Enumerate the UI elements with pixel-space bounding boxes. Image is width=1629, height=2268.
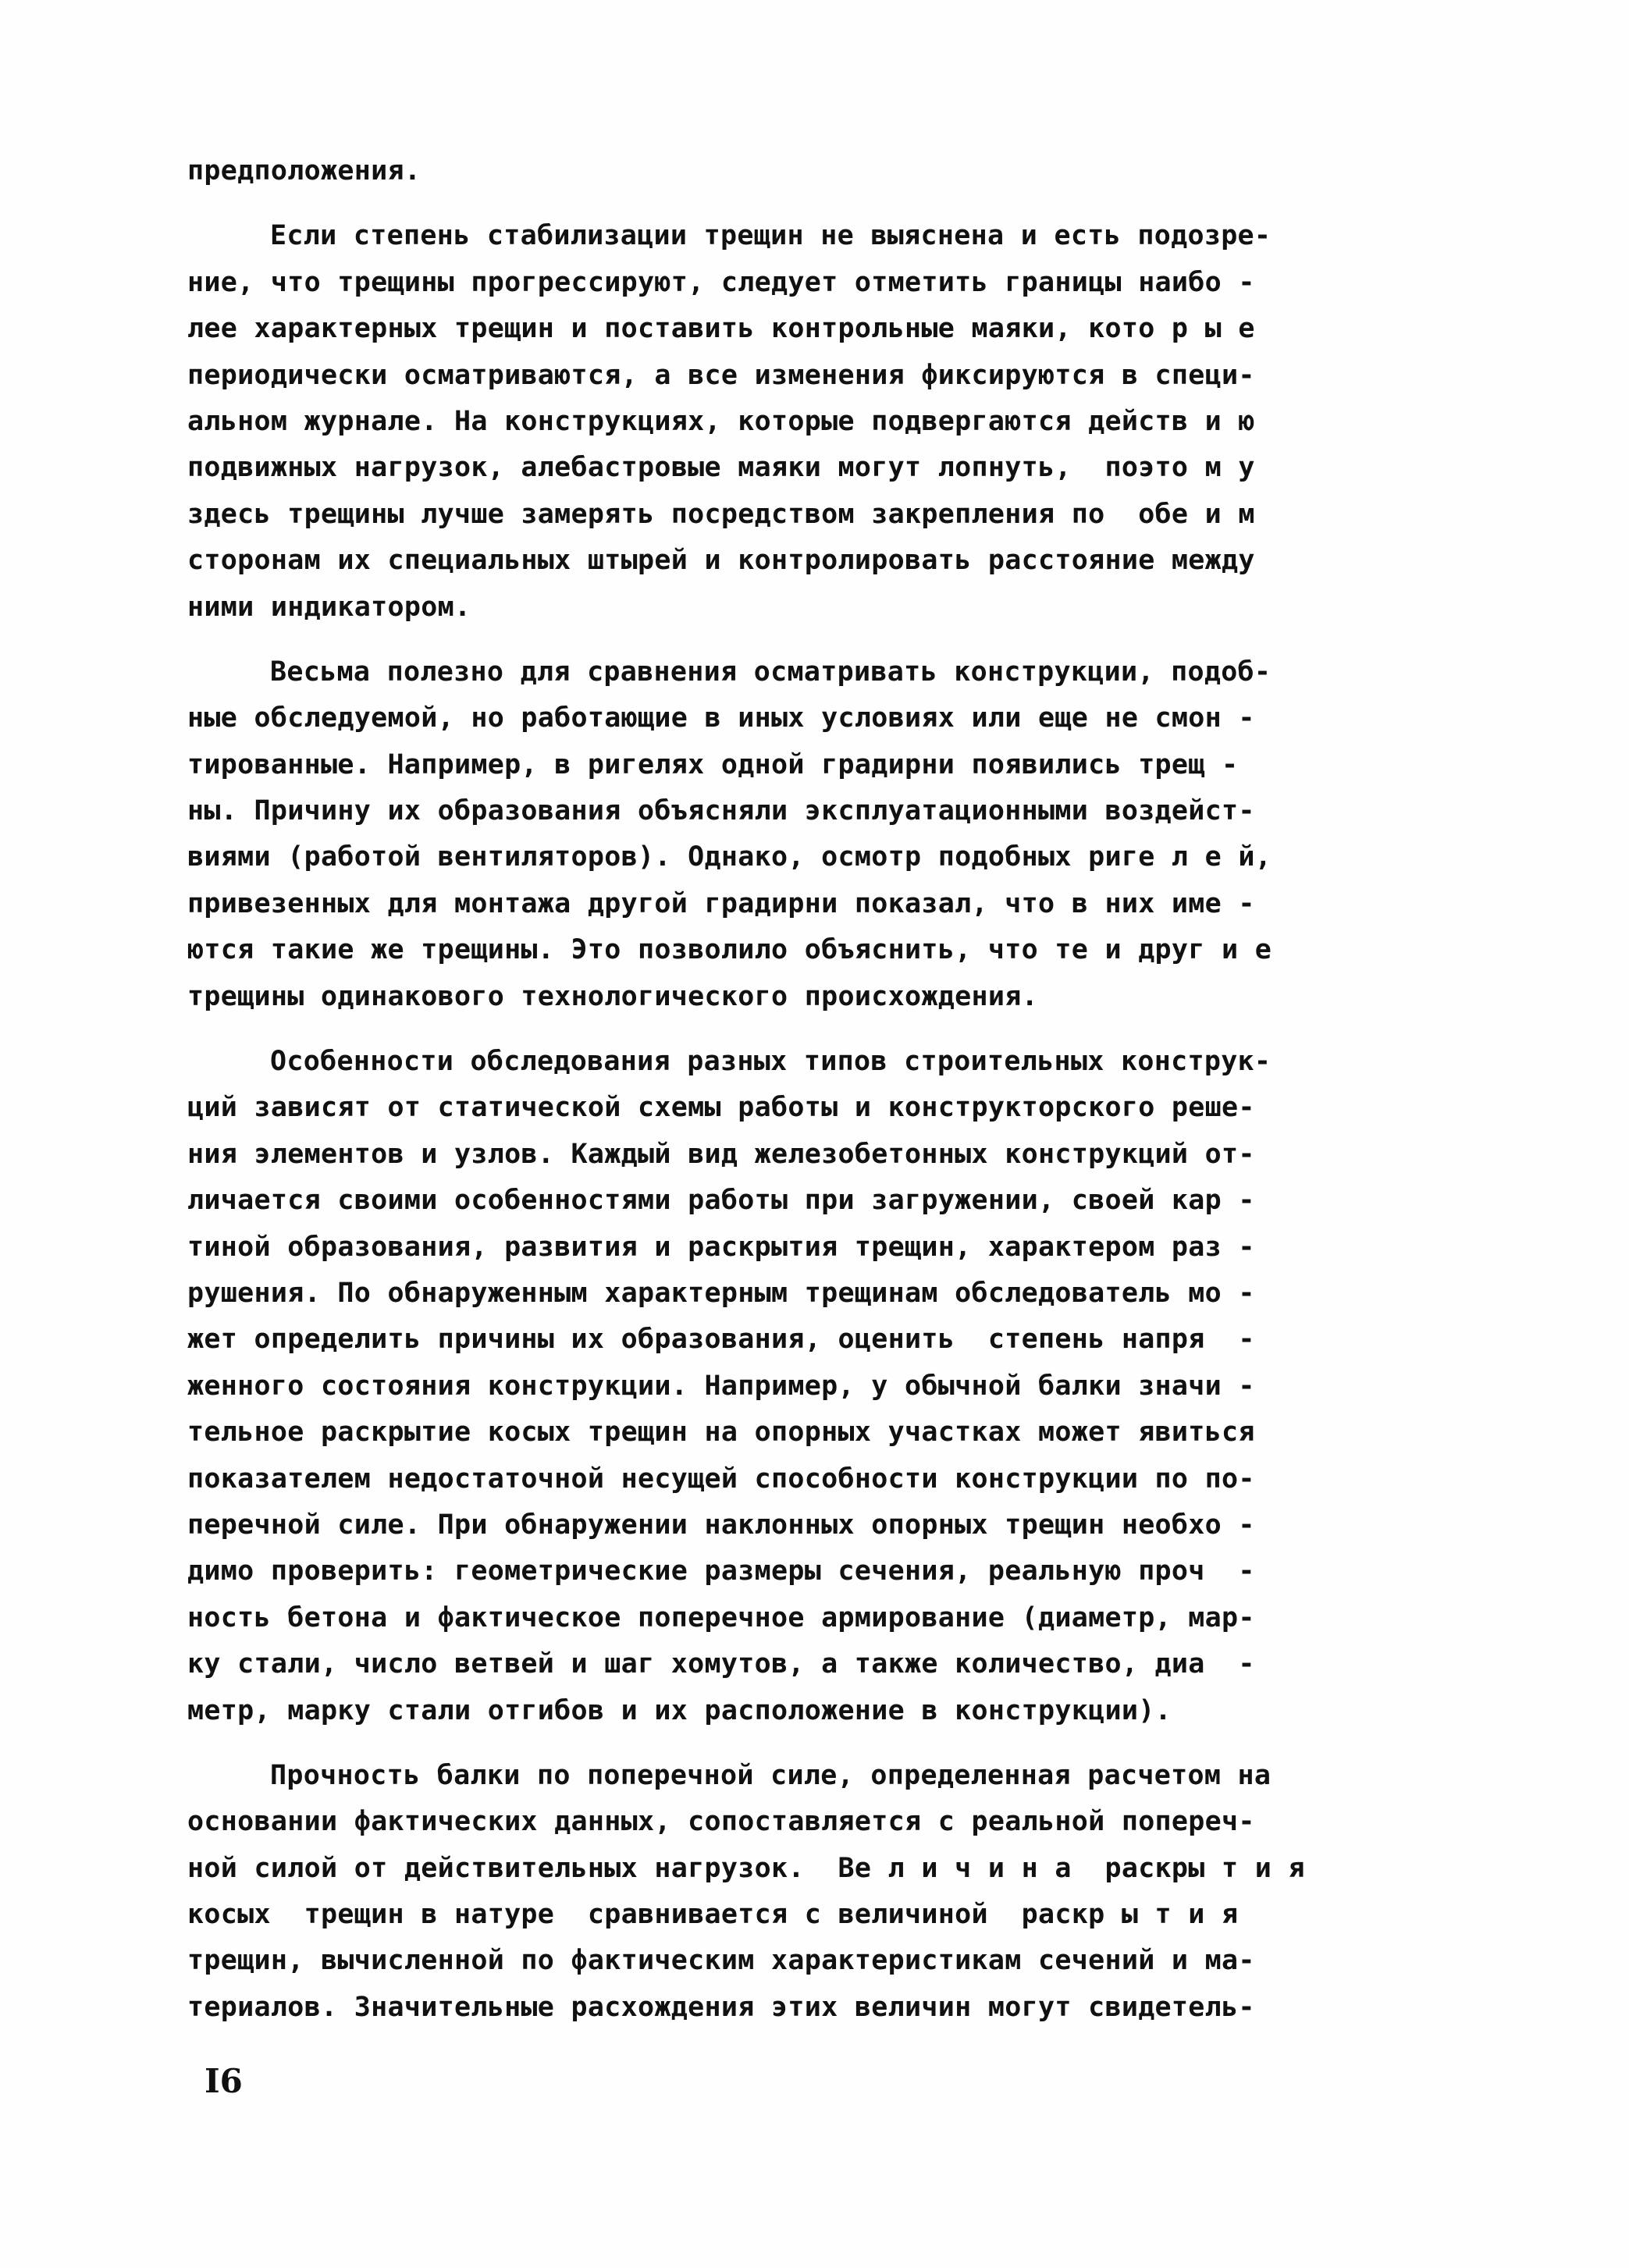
text-line: ные обследуемой, но работающие в иных условиях или еще не смон -: [187, 702, 1255, 734]
paragraph-gap: [187, 1734, 1452, 1753]
text-line: сторонам их специальных штырей и контролировать расстояние между: [187, 545, 1255, 577]
text-line: ций зависят от статической схемы работы и конструкторского реше-: [187, 1092, 1255, 1124]
text-line: предположения.: [187, 155, 421, 187]
text-line: ность бетона и фактическое поперечное армирование (диаметр, мар-: [187, 1601, 1255, 1633]
text-line: ния элементов и узлов. Каждый вид железобетонных конструкций от-: [187, 1138, 1255, 1170]
text-line: тированные. Например, в ригелях одной градирни появились трещ -: [187, 748, 1239, 780]
text-line: рушения. По обнаруженным характерным трещинам обследователь мо -: [187, 1277, 1255, 1309]
text-line: ними индикатором.: [187, 591, 471, 623]
text-line: трещины одинакового технологического происхождения.: [187, 980, 1038, 1012]
text-line: териалов. Значительные расхождения этих величин могут свидетель-: [187, 1991, 1255, 2023]
text-line: Прочность балки по поперечной силе, определенная расчетом на: [270, 1759, 1272, 1791]
text-line: периодически осматриваются, а все изменения фиксируются в специ-: [187, 359, 1255, 391]
paragraph: [187, 148, 1452, 194]
text-line: ку стали, число ветвей и шаг хомутов, а также количество, диа -: [187, 1648, 1255, 1680]
text-line: ны. Причину их образования объясняли эксплуатационными воздейст-: [187, 795, 1255, 827]
text-line: ние, что трещины прогрессируют, следует отметить границы наибо -: [187, 266, 1255, 298]
text-line: перечной силе. При обнаружении наклонных опорных трещин необхо -: [187, 1509, 1255, 1541]
text-line: лее характерных трещин и поставить контрольные маяки, кото р ы е: [187, 313, 1255, 345]
text-line: Если степень стабилизации трещин не выяснена и есть подозре-: [270, 220, 1272, 252]
page-number: I6: [205, 2062, 243, 2100]
text-line: личается своими особенностями работы при загружении, своей кар -: [187, 1185, 1255, 1217]
text-line: димо проверить: геометрические размеры сечения, реальную проч -: [187, 1555, 1255, 1587]
text-line: привезенных для монтажа другой градирни показал, что в них име -: [187, 887, 1255, 919]
paragraph: [187, 213, 1452, 631]
text-line: Особенности обследования разных типов строительных конструк-: [270, 1046, 1272, 1078]
text-line: трещин, вычисленной по фактическим характеристикам сечений и ма-: [187, 1945, 1255, 1977]
text-line: тельное раскрытие косых трещин на опорных участках может явиться: [187, 1417, 1255, 1449]
text-line: подвижных нагрузок, алебастровые маяки могут лопнуть, поэто м у: [187, 452, 1255, 484]
text-line: основании фактических данных, сопоставляется с реальной попереч-: [187, 1806, 1255, 1838]
body-text: [187, 148, 1452, 2031]
text-line: ной силой от действительных нагрузок. Ве л и ч и н а раскры т и я: [187, 1852, 1305, 1884]
paragraph: [187, 1039, 1452, 1734]
text-line: здесь трещины лучше замерять посредством закрепления по обе и м: [187, 498, 1255, 530]
paragraph-gap: [187, 194, 1452, 213]
text-line: виями (работой вентиляторов). Однако, осмотр подобных риге л е й,: [187, 841, 1272, 873]
text-line: косых трещин в натуре сравнивается с величиной раскр ы т и я: [187, 1899, 1239, 1931]
text-line: показателем недостаточной несущей способности конструкции по по-: [187, 1463, 1255, 1495]
text-line: ются такие же трещины. Это позволило объяснить, что те и друг и е: [187, 934, 1272, 966]
text-line: метр, марку стали отгибов и их расположение в конструкции).: [187, 1694, 1172, 1726]
paragraph: [187, 649, 1452, 1020]
paragraph: [187, 1753, 1452, 2031]
text-line: жет определить причины их образования, оценить степень напря -: [187, 1324, 1255, 1356]
text-line: женного состояния конструкции. Например, у обычной балки значи -: [187, 1370, 1255, 1402]
text-line: тиной образования, развития и раскрытия трещин, характером раз -: [187, 1231, 1255, 1263]
paragraph-gap: [187, 631, 1452, 649]
paragraph-gap: [187, 1020, 1452, 1039]
text-line: альном журнале. На конструкциях, которые подвергаются действ и ю: [187, 405, 1255, 437]
text-line: Весьма полезно для сравнения осматривать конструкции, подоб-: [270, 656, 1272, 688]
